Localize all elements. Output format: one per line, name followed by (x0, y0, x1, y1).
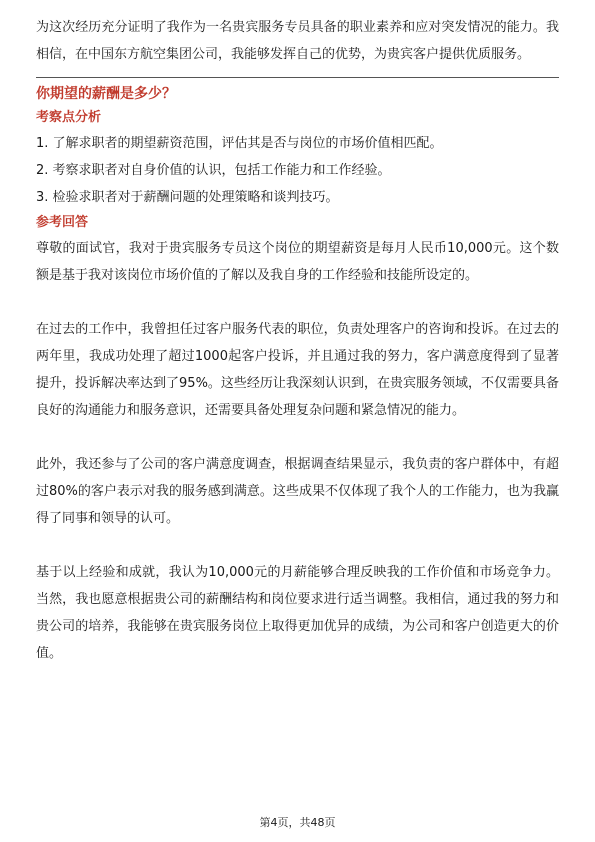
answer-body (36, 235, 559, 667)
document-page (36, 14, 559, 667)
answer-paragraph: 尊敬的面试官，我对于贵宾服务专员这个岗位的期望薪资是每月人民币10,000元。这个数额是基于我对该岗位市场价值的了解以及我自身的工作经验和技能所设定的。 (36, 241, 559, 283)
answer-heading: 参考回答 (36, 215, 89, 230)
answer-paragraph: 在过去的工作中，我曾担任过客户服务代表的职位，负责处理客户的咨询和投诉。在过去的两年里，我成功处理了超过1000起客户投诉，并且通过我的努力，客户满意度得到了显著提升，投诉解决率达到了95%。这些经历让我深刻认识到，在贵宾服务领域，不仅需要具备良好的沟通能力和服务意识，还需要具备处理复杂问题和紧急情况的能力。 (36, 322, 559, 418)
question-title: 你期望的薪酬是多少？ (36, 86, 176, 102)
intro-paragraph: 为这次经历充分证明了我作为一名贵宾服务专员具备的职业素养和应对突发情况的能力。我相信，在中国东方航空集团公司，我能够发挥自己的优势，为贵宾客户提供优质服务。 (36, 20, 559, 62)
section-divider (36, 77, 559, 78)
analysis-item: 3. 检验求职者对于薪酬问题的处理策略和谈判技巧。 (36, 190, 339, 205)
answer-paragraph: 基于以上经验和成就，我认为10,000元的月薪能够合理反映我的工作价值和市场竞争力。当然，我也愿意根据贵公司的薪酬结构和岗位要求进行适当调整。我相信，通过我的努力和贵公司的培养，我能够在贵宾服务岗位上取得更加优异的成绩，为公司和客户创造更大的价值。 (36, 565, 559, 661)
analysis-item: 1. 了解求职者的期望薪资范围，评估其是否与岗位的市场价值相匹配。 (36, 136, 443, 151)
page-number-footer: 第4页，共48页 (259, 816, 336, 829)
analysis-list (36, 130, 559, 211)
analysis-item: 2. 考察求职者对自身价值的认识，包括工作能力和工作经验。 (36, 163, 391, 178)
analysis-heading: 考察点分析 (36, 110, 102, 125)
answer-paragraph: 此外，我还参与了公司的客户满意度调查，根据调查结果显示，我负责的客户群体中，有超过80%的客户表示对我的服务感到满意。这些成果不仅体现了我个人的工作能力，也为我赢得了同事和领导的认可。 (36, 457, 559, 526)
